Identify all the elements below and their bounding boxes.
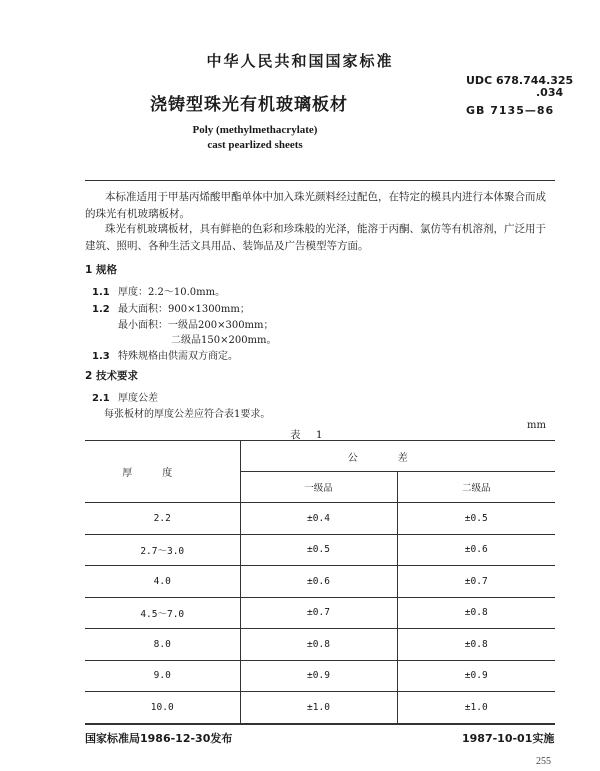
intro-paragraph-1: 本标准适用于甲基丙烯酸甲酯单体中加入珠光颜料经过配色，在特定的模具内进行本体聚合而成的珠光有机玻璃板材。: [85, 191, 546, 220]
header-thickness: 厚度: [85, 441, 240, 503]
spec-item: 1.2 最大面积：900×1300mm；: [92, 304, 250, 315]
header-divider: [85, 180, 555, 181]
requirement-description: 每张板材的厚度公差应符合表1要求。: [104, 409, 271, 420]
cell-thickness: 4.5～7.0: [85, 597, 240, 629]
spec-subitem: 最小面积：一级品200×300mm；: [118, 320, 274, 331]
tolerance-table: [85, 440, 555, 724]
table-row: [85, 566, 555, 598]
cell-grade-1: ±0.4: [240, 503, 397, 535]
table-header-row: [85, 441, 555, 472]
table-row: [85, 629, 555, 661]
cell-thickness: 10.0: [85, 692, 240, 724]
cell-thickness: 2.2: [85, 503, 240, 535]
national-standard-heading: 中华人民共和国国家标准: [206, 52, 394, 70]
intro-paragraph-2: 珠光有机玻璃板材，具有鲜艳的色彩和珍珠般的光泽，能溶于丙酮、氯仿等有机溶剂，广泛用于建筑、照明、各种生活文具用品、装饰品及广告模型等方面。: [85, 223, 546, 252]
table-row: [85, 692, 555, 724]
cell-grade-1: ±0.7: [240, 597, 397, 629]
table-row: [85, 660, 555, 692]
effective-date: 1987-10-01实施: [462, 732, 555, 745]
page-number: 255: [536, 756, 551, 767]
cell-grade-2: ±0.7: [397, 566, 555, 598]
cell-grade-2: ±0.9: [397, 660, 555, 692]
cell-grade-1: ±0.6: [240, 566, 397, 598]
gb-code: GB 7135—86: [466, 104, 555, 117]
table-caption: 表 1: [290, 429, 329, 441]
header-tolerance: 公差: [240, 441, 555, 472]
section-1-title: 1 规格: [85, 264, 117, 276]
cell-thickness: 8.0: [85, 629, 240, 661]
cell-grade-2: ±0.8: [397, 597, 555, 629]
cell-grade-1: ±0.8: [240, 629, 397, 661]
cell-thickness: 9.0: [85, 660, 240, 692]
cell-grade-1: ±0.5: [240, 534, 397, 566]
table-row: [85, 503, 555, 535]
cell-thickness: 2.7～3.0: [85, 534, 240, 566]
issue-date: 国家标准局1986-12-30发布: [85, 732, 233, 745]
title-en-line-2: cast pearlized sheets: [207, 139, 303, 151]
requirement-item: 2.1 厚度公差: [92, 393, 158, 404]
spec-subitem: 二级品150×200mm。: [171, 335, 277, 346]
cell-thickness: 4.0: [85, 566, 240, 598]
udc-line-2: .034: [536, 86, 564, 99]
cell-grade-1: ±0.9: [240, 660, 397, 692]
cell-grade-2: ±1.0: [397, 692, 555, 724]
spec-item: 1.1 厚度：2.2～10.0mm。: [92, 287, 226, 298]
udc-code: [466, 75, 573, 99]
cell-grade-2: ±0.5: [397, 503, 555, 535]
table-unit: mm: [527, 420, 546, 431]
table-row: [85, 534, 555, 566]
cell-grade-2: ±0.8: [397, 629, 555, 661]
spec-item: 1.3 特殊规格由供需双方商定。: [92, 351, 238, 362]
cell-grade-2: ±0.6: [397, 534, 555, 566]
header-grade-1: 一级品: [240, 472, 397, 503]
udc-line-1: UDC 678.744.325: [466, 74, 574, 87]
document-title-en: [180, 123, 330, 153]
cell-grade-1: ±1.0: [240, 692, 397, 724]
section-2-title: 2 技术要求: [85, 370, 138, 382]
document-title-cn: 浇铸型珠光有机玻璃板材: [150, 95, 348, 115]
header-grade-2: 二级品: [397, 472, 555, 503]
footer-divider: [85, 724, 555, 725]
title-en-line-1: Poly (methylmethacrylate): [192, 124, 318, 136]
table-row: [85, 597, 555, 629]
